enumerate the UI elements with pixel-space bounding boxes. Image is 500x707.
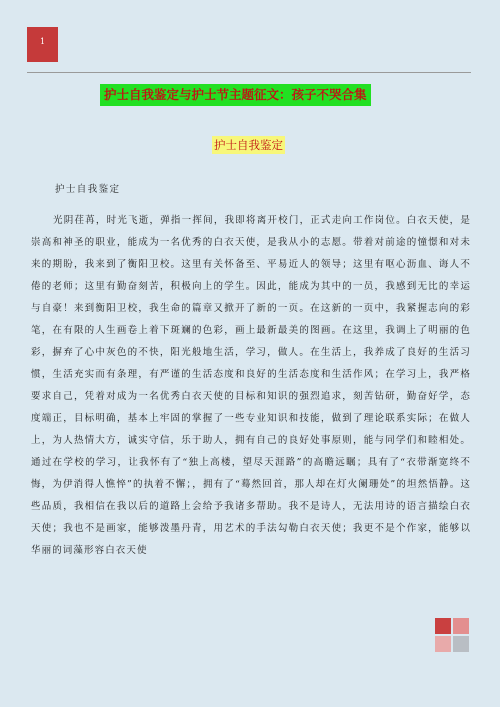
header-divider [27,72,471,73]
body-paragraph: 光阴荏苒，时光飞逝，弹指一挥间，我即将离开校门，正式走向工作岗位。白衣天使，是崇高和神圣的职业，能成为一名优秀的白衣天使，是我从小的志愿。带着对前途的憧憬和对未来的期盼，我来到了衡阳卫校。这里有关怀备至、平易近人的领导；这里有呕心沥血、诲人不倦的老师；这里有勤奋刻苦，积极向上的学生。因此，能成为其中的一员，我感到无比的幸运与自豪！来到衡阳卫校，我生命的篇章又掀开了新的一页。在这新的一页中，我紧握志向的彩笔，在有限的人生画卷上着下斑斓的色彩，画上最新最美的图画。在这里，我调上了明丽的色彩，摒弃了心中灰色的不快，阳光般地生活，学习，做人。在生活上，我养成了良好的生活习惯，生活充实而有条理，有严谨的生活态度和良好的生活态度和生活作风；在学习上，我严格要求自己，凭着对成为一名优秀白衣天使的目标和知识的强烈追求，刻苦钻研，勤奋好学，态度端正，目标明确，基本上牢固的掌握了一些专业知识和技能，做到了理论联系实际；在做人上，为人热情大方，诚实守信，乐于助人，拥有自己的良好处事原则，能与同学们和睦相处。通过在学校的学习，让我怀有了“独上高楼，望尽天涯路”的高瞻远瞩；具有了“衣带渐宽终不悔，为伊消得人憔悴”的执着不懈；，拥有了“蓦然回首，那人却在灯火阑珊处”的坦然悟静。这些品质，我相信在我以后的道路上会给予我诸多帮助。我不是诗人，无法用诗的语言描绘白衣天使；我也不是画家，能够泼墨丹青，用艺术的手法勾勒白衣天使；我更不是个作家，能够以华丽的词藻形容白衣天使 [31,215,471,556]
decorative-square [453,636,469,652]
section-heading: 护士自我鉴定 [214,138,283,152]
document-title: 护士自我鉴定与护士节主题征文：孩子不哭合集 [100,84,371,106]
decorative-square [435,618,451,634]
intro-line: 护士自我鉴定 [55,184,121,195]
decorative-square [453,618,469,634]
page-number-badge: 1 [27,27,58,62]
decorative-square [435,636,451,652]
